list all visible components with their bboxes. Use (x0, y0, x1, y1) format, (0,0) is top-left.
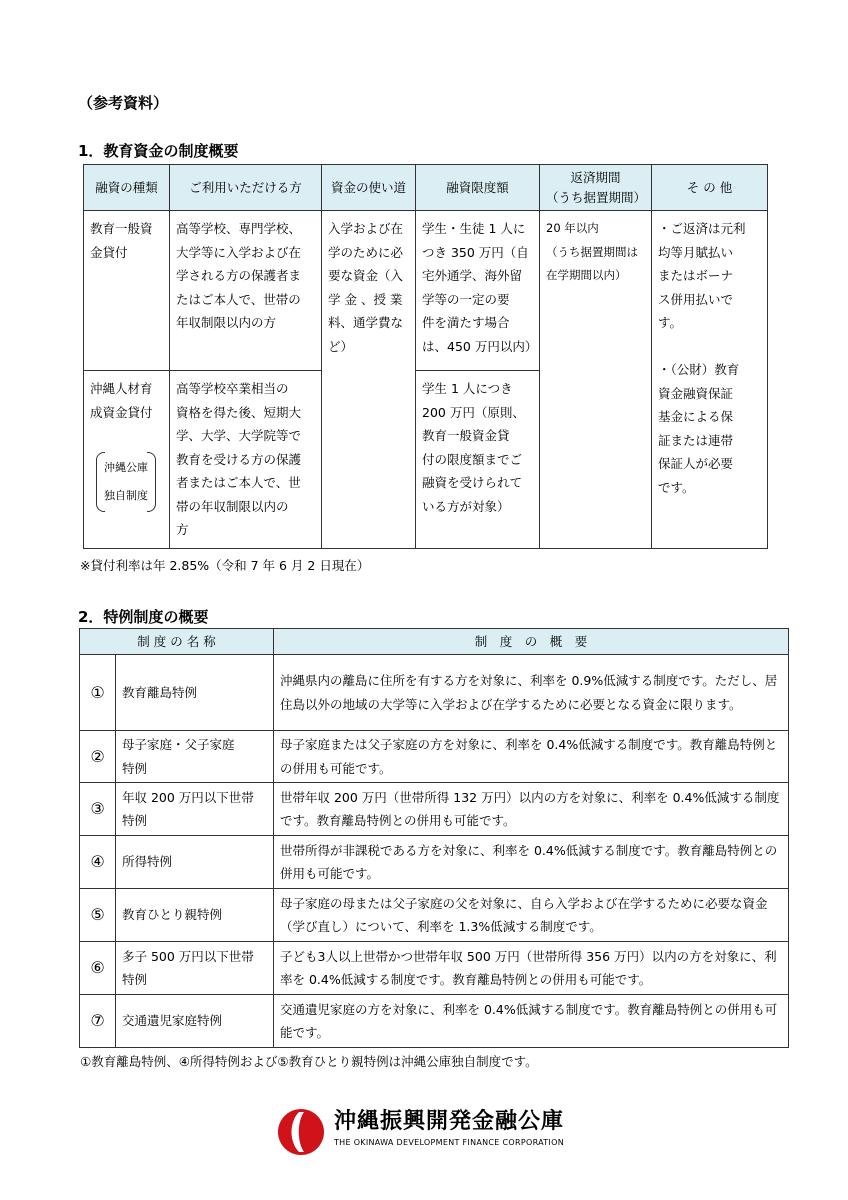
special-program-table (79, 628, 789, 1048)
program-description: 世帯年収 200 万円（世帯所得 132 万円）以内の方を対象に、利率を 0.4%低減する制度です。教育離島特例との併用も可能です。 (274, 783, 789, 836)
interest-rate-footnote: ※貸付利率は年 2.85%（令和 7 年 6 月 2 日現在） (80, 558, 370, 573)
table-row (80, 731, 789, 783)
limit-okinawa: 学生 1 人につき 200 万円（原則、 教育一般資金貸 付の限度額までご 融資を受けられて いる方が対象） (416, 371, 540, 549)
table-row (80, 995, 789, 1048)
doc-label: （参考資料） (78, 94, 169, 112)
okinawa-original-badge (96, 452, 156, 512)
program-description: 母子家庭の母または父子家庭の父を対象に、自ら入学および在学するために必要な資金（学び直し）について、利率を 1.3%低減する制度です。 (274, 889, 789, 942)
repayment-period: 20 年以内 （うち据置期間は 在学期間以内） (540, 211, 652, 549)
header-loan-type: 融資の種類 (84, 165, 170, 211)
okinawa-original-label: 沖縄公庫 独自制度 (104, 461, 148, 502)
table-header-row (80, 629, 789, 655)
table-row (80, 655, 789, 731)
special-program-footnote: ①教育離島特例、④所得特例および⑤教育ひとり親特例は沖縄公庫独自制度です。 (80, 1054, 538, 1069)
table-header-row (84, 165, 768, 211)
corporation-logo-icon (277, 1108, 325, 1156)
program-name: 教育離島特例 (116, 655, 274, 731)
program-description: 母子家庭または父子家庭の方を対象に、利率を 0.4%低減する制度です。教育離島特例との併用も可能です。 (274, 731, 789, 783)
header-period: 返済期間 （うち据置期間） (540, 165, 652, 211)
program-name: 所得特例 (116, 836, 274, 889)
use-of-funds: 入学および在 学のために必 要な資金（入 学 金 、授 業 料、通学費な ど） (322, 211, 416, 549)
other-info: ・ご返済は元利 均等月賦払い またはボーナ ス併用払いで す。 ・（公財）教育 資金融資保証 基金による保 証または連帯 保証人が必要 です。 (652, 211, 768, 549)
header-program-summary: 制 度 の 概 要 (274, 629, 789, 655)
program-description: 子ども3人以上世帯かつ世帯年収 500 万円（世帯所得 356 万円）以内の方を対象に、利率を 0.4%低減する制度です。教育離島特例との併用も可能です。 (274, 942, 789, 995)
program-number: ④ (80, 836, 116, 889)
limit-general: 学生・生徒 1 人に つき 350 万円（自 宅外通学、海外留 学等の一定の要 件を満たす場合 は、450 万円以内） (416, 211, 540, 371)
program-number: ⑦ (80, 995, 116, 1048)
header-use: 資金の使い道 (322, 165, 416, 211)
header-eligible: ご利用いただける方 (170, 165, 322, 211)
corporation-logo-text (334, 1108, 564, 1150)
corporation-name-en: THE OKINAWA DEVELOPMENT FINANCE CORPORATION (334, 1138, 564, 1147)
table-row (80, 889, 789, 942)
program-number: ① (80, 655, 116, 731)
program-name: 年収 200 万円以下世帯 特例 (116, 783, 274, 836)
header-other: そ の 他 (652, 165, 768, 211)
loan-type-general: 教育一般資 金貸付 (84, 211, 170, 371)
program-number: ② (80, 731, 116, 783)
loan-type-okinawa: 沖縄人材育 成資金貸付 (84, 371, 170, 549)
table-row (80, 836, 789, 889)
table-row (84, 211, 768, 371)
program-name: 多子 500 万円以下世帯 特例 (116, 942, 274, 995)
table-row (80, 942, 789, 995)
eligible-okinawa: 高等学校卒業相当の 資格を得た後、短期大 学、大学、大学院等で 教育を受ける方の保護 者またはご本人で、世 帯の年収制限以内の 方 (170, 371, 322, 549)
header-limit: 融資限度額 (416, 165, 540, 211)
program-description: 交通遺児家庭の方を対象に、利率を 0.4%低減する制度です。教育離島特例との併用も可能です。 (274, 995, 789, 1048)
header-program-name: 制 度 の 名 称 (80, 629, 274, 655)
program-number: ③ (80, 783, 116, 836)
eligible-general: 高等学校、専門学校、 大学等に入学および在 学される方の保護者ま たはご本人で、世帯の 年収制限以内の方 (170, 211, 322, 371)
section2-title: 2．特例制度の概要 (78, 608, 209, 626)
program-description: 沖縄県内の離島に住所を有する方を対象に、利率を 0.9%低減する制度です。ただし、居住島以外の地域の大学等に入学および在学するために必要となる資金に限ります。 (274, 655, 789, 731)
program-name: 母子家庭・父子家庭 特例 (116, 731, 274, 783)
corporation-name-ja: 沖縄振興開発金融公庫 (334, 1109, 565, 1134)
program-number: ⑤ (80, 889, 116, 942)
program-description: 世帯所得が非課税である方を対象に、利率を 0.4%低減する制度です。教育離島特例との併用も可能です。 (274, 836, 789, 889)
program-number: ⑥ (80, 942, 116, 995)
table-row (80, 783, 789, 836)
section1-title: 1．教育資金の制度概要 (78, 142, 239, 160)
program-name: 教育ひとり親特例 (116, 889, 274, 942)
program-name: 交通遺児家庭特例 (116, 995, 274, 1048)
loan-overview-table (83, 164, 768, 549)
